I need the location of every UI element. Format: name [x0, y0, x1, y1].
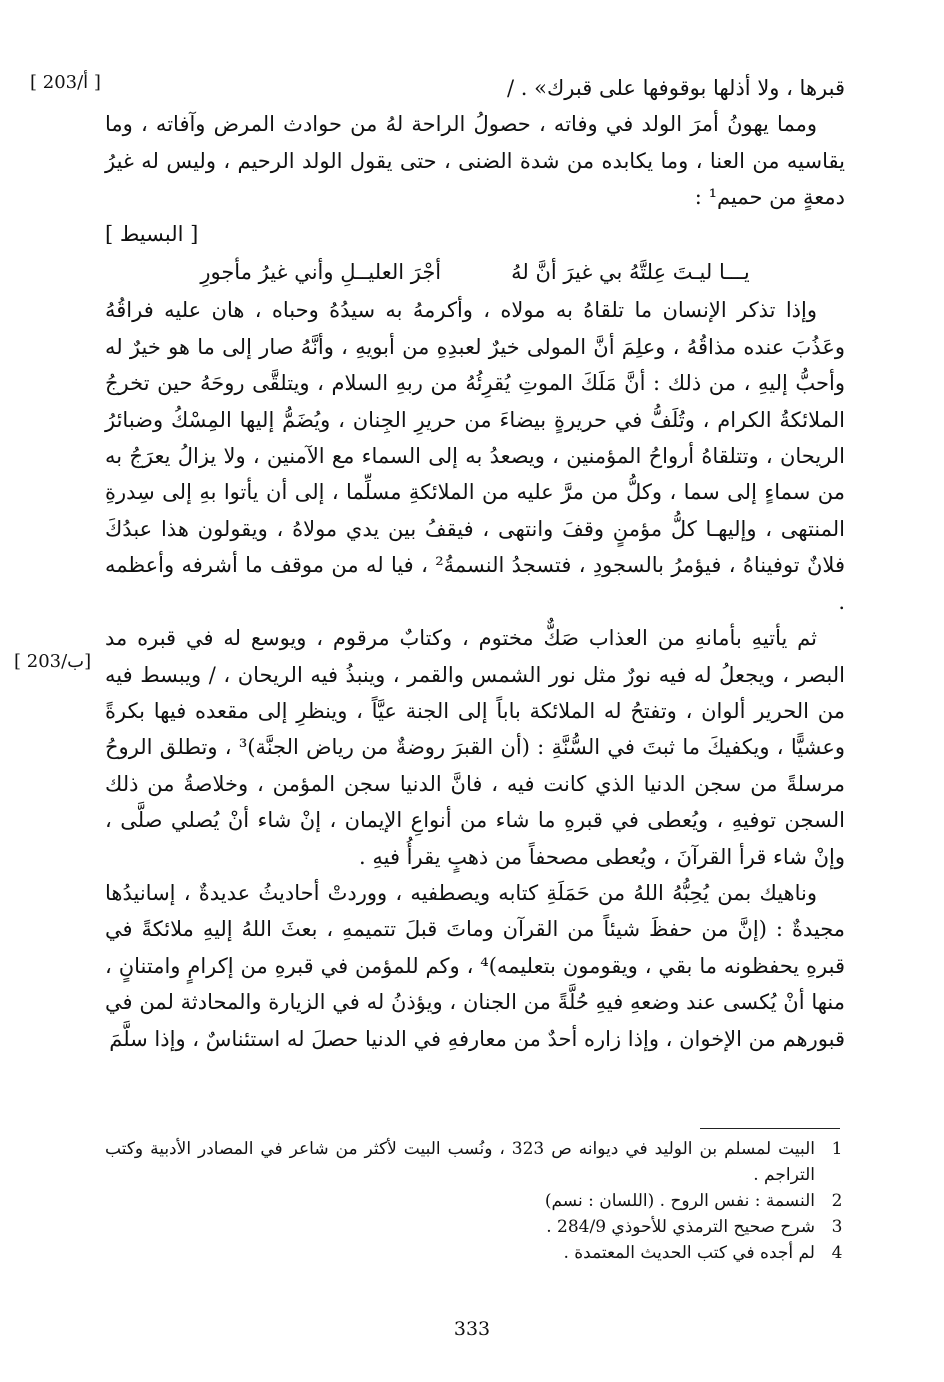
verse-first-hemistich: يـــا ليـتَ عِلتَّهُ بي غيرَ أنَّ لهُ — [511, 260, 750, 285]
paragraph: قبرها ، ولا أذلها بوقوفها على قبرك» . / — [507, 76, 845, 100]
page-number: 333 — [453, 1318, 491, 1340]
main-text — [105, 70, 845, 1057]
poetry-verse — [105, 254, 845, 290]
poetic-meter-label: [ البسيط ] — [105, 221, 199, 246]
paragraph: وإذا تذكر الإنسان ما تلقاهُ به مولاه ، وأكرمهُ به سيدُهُ وحباه ، هان عليه فراقُهُ وعَذُبَ عنده مذاقُهُ ، وعلِمَ أنَّ المولى خيرٌ لعبدِهِ من أبويهِ ، وأنَّهُ صار إلى ما هو خيرٌ له وأحبُّ إليهِ ، من ذلك : أنَّ مَلَكَ الموتِ يُقرِئُهُ من ربهِ السلام ، ويتلقَّى روحَهُ حين تخرجُ الملائكةُ الكرام ، وتُلَفُّ في حريرةٍ بيضاءَ من حريرِ الجِنان ، ويُضَمُّ إليها المِسْكُ وضبائرُ الريحان ، وتتلقاهُ أرواحُ المؤمنين ، ويصعدُ به إلى السماء مع الآمنين ، ولا يزالُ يعرَجُ به من سماءٍ إلى سما ، وكلُّ من مرَّ عليه من الملائكةِ مسلِّما ، إلى أن يأتوا بهِ إلى سِدرةِ المنتهى ، وإليهـا كلُّ مؤمنٍ وقفَ وانتهى ، فيقفُ بين يدي مولاهُ ، ويقولون هذا عبدُكَ فلانٌ توفيناهُ ، فيؤمرُ بالسجودِ ، فتسجدُ النسمةُ² ، فيا له من موقف ما أشرفه وأعظمه . — [105, 298, 845, 614]
footnote-number: 2 — [831, 1191, 843, 1211]
footnote-number: 1 — [831, 1139, 843, 1159]
verse-second-hemistich: أجْرَ العليــلِ وأني غيرُ مأجورِ — [200, 260, 442, 285]
paragraph: وناهيك بمن يُحِبُّهُ اللهُ من حَمَلَةِ كتابه ويصطفيه ، ووردتْ أحاديثُ عديدةٌ ، إسانيدُها مجيدةٌ : (إنَّ من حفظَ شيئاً من القرآن وماتَ قبلَ تتميمهِ ، بعثَ اللهُ إليهِ ملائكةً في قبرهِ يحفظونه ما بقي ، ويقومون بتعليمه)⁴ ، وكم للمؤمن في قبرهِ من إكرامٍ وامتنانٍ ، منها أنْ يُكسى عند وضعهِ فيهِ حُلَّةً من الجنان ، ويؤذنُ له في الزيارة والمحادثة لمن في قبورهم من الإخوان ، وإذا زاره أحدٌ من معارفهِ في الدنيا حصلَ له استئناسٌ ، وإذا سلَّمَ — [105, 880, 845, 1051]
footnote-text: البيت لمسلم بن الوليد في ديوانه ص 323 ، ونُسب البيت لأكثر من شاعر في المصادر الأدبية وكتب التراجم . — [105, 1139, 815, 1185]
footnote-text: شرح صحيح الترمذي للأحوذي 284/9 . — [546, 1217, 815, 1237]
footnote — [105, 1240, 845, 1266]
paragraph: ومما يهونُ أمرَ الولد في وفاته ، حصولُ الراحة لهُ من حوادث المرض وآفاته ، وما يقاسيه من العنا ، وما يكابده من شدة الضنى ، حتى يقول الولد الرحيم ، وليس له غيرُ دمعةٍ من حميم¹ : — [105, 112, 845, 210]
footnote — [105, 1214, 845, 1240]
footnote-divider — [700, 1128, 840, 1129]
footnote-text: النسمة : نفس الروح . (اللسان : نسم) — [544, 1191, 815, 1211]
footnotes — [105, 1136, 845, 1266]
footnote-number: 3 — [831, 1217, 843, 1237]
footnote-number: 4 — [831, 1243, 843, 1263]
footnote-text: لم أجده في كتب الحديث المعتمدة . — [563, 1243, 815, 1263]
folio-reference: [ 203/أ ] — [30, 72, 101, 93]
paragraph: ثم يأتيهِ بأمانهِ من العذاب صَكٌّ مختوم ، وكتابٌ مرقوم ، ويوسع له في قبره مد البصر ، ويجعلُ له فيه نورٌ مثل نور الشمس والقمر ، وينبذُ فيه الريحان ، / ويبسط فيه من الحرير ألوان ، وتفتحُ له الملائكة باباً إلى الجنة عيَّاً ، وينظرِ إلى مقعده فيها بكرةً وعشيًّا ، ويكفيكَ ما ثبتَ في السُّنَّةِ : (أن القبرَ روضةٌ من رياض الجنَّة)³ ، وتطلق الروحُ مرسلةً من سجن الدنيا الذي كانت فيه ، فانَّ الدنيا سجن المؤمن ، وخلاصةُ من ذلك السجن توفيهِ ، ويُعطى في قبرهِ ما شاء من أنواعِ الإيمان ، إنْ شاء أنْ يُصلي صلَّى ، وإنْ شاء قرأ القرآنَ ، ويُعطى مصحفاً من ذهبٍ يقرأُ فيهِ . — [105, 626, 846, 869]
folio-reference: [ 203/ب] — [14, 651, 92, 672]
meter-row — [105, 216, 845, 252]
footnote — [105, 1188, 845, 1214]
footnote — [105, 1136, 845, 1188]
